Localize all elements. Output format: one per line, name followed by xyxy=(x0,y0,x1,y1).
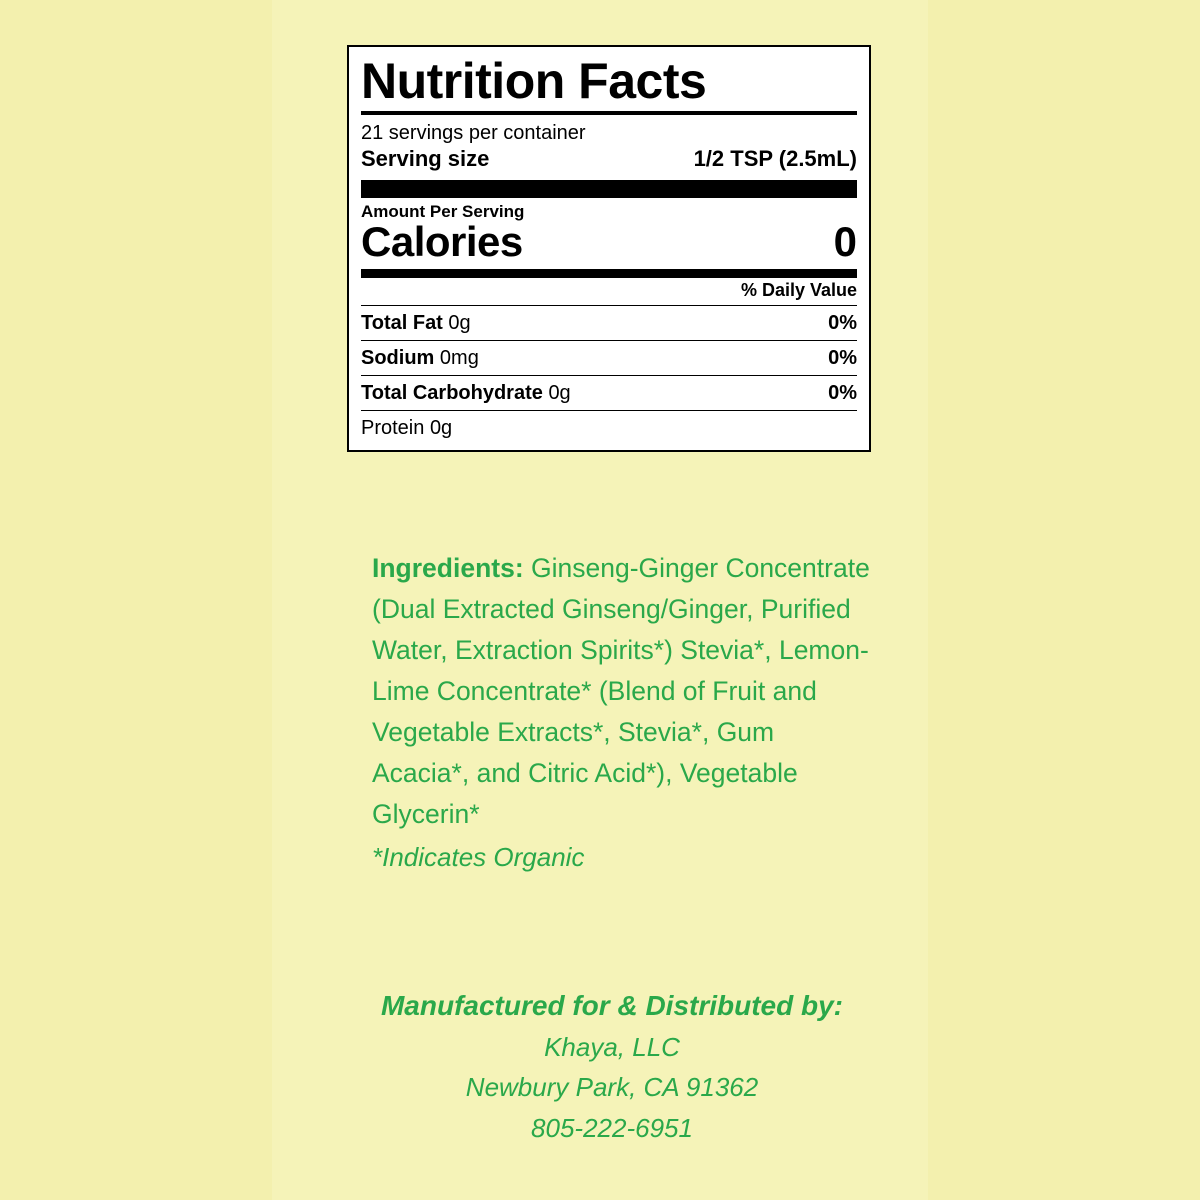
ingredients-paragraph xyxy=(372,548,872,835)
nutrition-facts-title: Nutrition Facts xyxy=(361,53,707,109)
manufacturer-heading: Manufactured for & Distributed by: xyxy=(380,990,843,1021)
label-content xyxy=(272,0,928,1200)
calories-row xyxy=(361,218,857,266)
nutrient-name: Sodium xyxy=(361,346,435,369)
nutrient-amount: 0g xyxy=(548,381,571,404)
nutrient-amount: 0mg xyxy=(439,346,479,369)
daily-value-header: % Daily Value xyxy=(740,279,857,300)
left-background-band xyxy=(0,0,272,1200)
nutrient-row-protein xyxy=(361,413,857,442)
nutrient-dv: 0% xyxy=(828,311,857,334)
ingredients-block xyxy=(372,548,872,878)
servings-per-container: 21 servings per container xyxy=(361,121,586,144)
nutrient-name: Protein xyxy=(361,416,425,439)
divider xyxy=(361,340,857,341)
thick-divider xyxy=(361,180,857,198)
divider xyxy=(361,410,857,411)
nutrient-row-sodium xyxy=(361,343,857,373)
serving-size-label: Serving size xyxy=(361,145,490,171)
amount-per-serving-label: Amount Per Serving xyxy=(361,201,525,221)
manufacturer-address: Newbury Park, CA 91362 xyxy=(465,1072,759,1103)
nutrient-name: Total Fat xyxy=(361,311,443,334)
serving-size-row xyxy=(361,146,857,175)
nutrient-dv: 0% xyxy=(828,381,857,404)
nutrient-amount: 0g xyxy=(429,416,453,439)
nutrition-facts-panel xyxy=(347,45,871,452)
ingredients-text: Ginseng-Ginger Concentrate (Dual Extracted Ginseng/Ginger, Purified Water, Extraction Spirits*) Stevia*, Lemon-Lime Concentrate* (Blend of Fruit and Vegetable Extracts*, Stevia*, Gum Acacia*, and Citric Acid*), Vegetable Glycerin* xyxy=(372,553,870,830)
calories-label: Calories xyxy=(361,217,523,265)
manufacturer-block xyxy=(302,985,922,1148)
divider xyxy=(361,305,857,306)
divider xyxy=(361,375,857,376)
nutrient-amount: 0g xyxy=(448,311,471,334)
divider xyxy=(361,111,857,115)
manufacturer-company: Khaya, LLC xyxy=(544,1032,680,1062)
nutrient-row-total-carbohydrate xyxy=(361,378,857,408)
nutrient-name: Total Carbohydrate xyxy=(361,381,543,404)
ingredients-label: Ingredients: xyxy=(372,553,524,583)
right-background-band xyxy=(928,0,1200,1200)
calories-value: 0 xyxy=(833,217,857,265)
thick-divider-2 xyxy=(361,269,857,278)
serving-size-value: 1/2 TSP (2.5mL) xyxy=(693,145,857,171)
nutrient-row-total-fat xyxy=(361,308,857,338)
manufacturer-phone: 805-222-6951 xyxy=(531,1112,693,1143)
organic-note: *Indicates Organic xyxy=(372,842,585,873)
nutrient-dv: 0% xyxy=(828,346,857,369)
